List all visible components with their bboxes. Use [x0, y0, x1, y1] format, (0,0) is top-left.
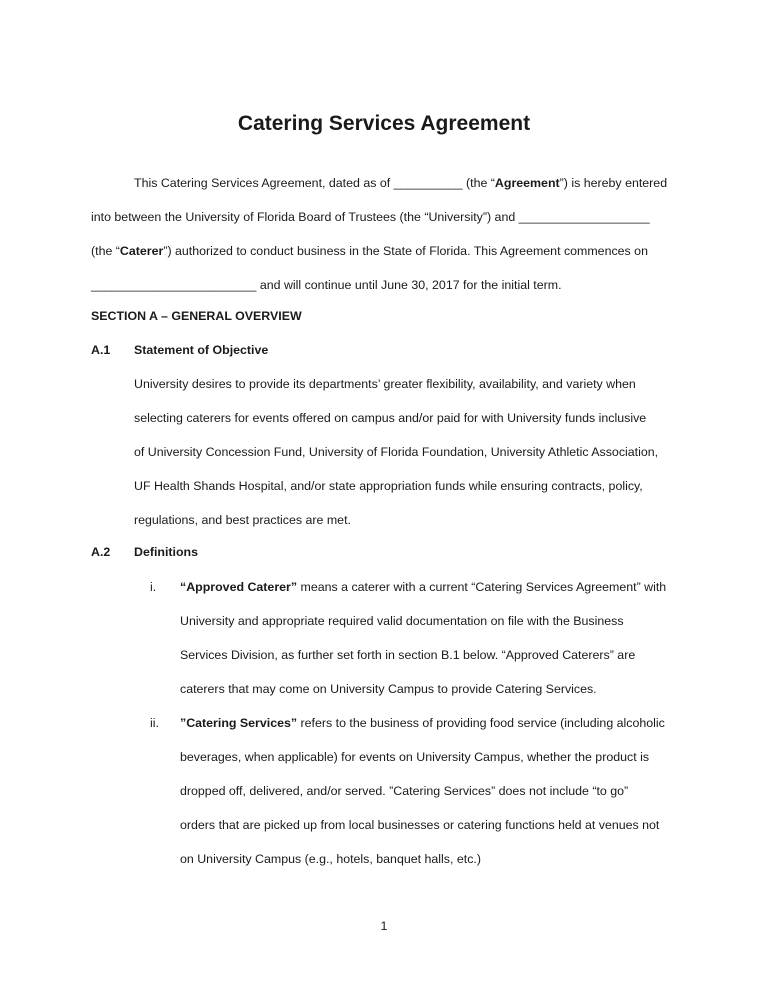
intro-line-3 — [91, 244, 648, 258]
a2-title: Definitions — [134, 545, 199, 559]
a1-line: regulations, and best practices are met. — [134, 513, 351, 527]
a1-line: of University Concession Fund, University of Florida Foundation, University Athletic Association, — [134, 445, 659, 459]
def1-number: i. — [150, 580, 157, 594]
caterer-term: Caterer — [119, 244, 164, 258]
def1-first-line — [180, 580, 666, 594]
def2-line: orders that are picked up from local businesses or catering functions held at venues not — [180, 818, 660, 832]
def2-line: beverages, when applicable) for events on University Campus, whether the product is — [180, 750, 650, 764]
def2-line: on University Campus (e.g., hotels, banquet halls, etc.) — [180, 852, 481, 866]
def2-first-line — [180, 716, 665, 730]
a1-line: UF Health Shands Hospital, and/or state appropriation funds while ensuring contracts, policy, — [134, 479, 643, 493]
intro-text: This Catering Services Agreement, dated as of __________ (the “ — [134, 176, 495, 190]
page-number: 1 — [380, 919, 388, 933]
intro-line-4: ________________________ and will continue until June 30, 2017 for the initial term. — [91, 278, 562, 292]
document-title: Catering Services Agreement — [237, 112, 531, 135]
def1-line: caterers that may come on University Campus to provide Catering Services. — [180, 682, 597, 696]
intro-text: ”) is hereby entered — [559, 176, 668, 190]
intro-text: ”) authorized to conduct business in the State of Florida. This Agreement commences on — [163, 244, 648, 258]
a2-number: A.2 — [91, 545, 111, 559]
def1-text: means a caterer with a current “Catering Services Agreement” with — [297, 580, 667, 594]
def2-term: ”Catering Services” — [180, 716, 298, 730]
def1-line: University and appropriate required valid documentation on file with the Business — [180, 614, 624, 628]
a1-number: A.1 — [91, 343, 111, 357]
a1-line: University desires to provide its departments’ greater flexibility, availability, and variety when — [134, 377, 636, 391]
intro-line-2: into between the University of Florida Board of Trustees (the “University”) and ___________________ — [91, 210, 650, 224]
def2-line: dropped off, delivered, and/or served. ”Catering Services” does not include “to go” — [180, 784, 629, 798]
intro-text: (the “ — [91, 244, 120, 258]
section-a-heading: SECTION A – GENERAL OVERVIEW — [91, 309, 302, 323]
agreement-term: Agreement — [494, 176, 560, 190]
a1-title: Statement of Objective — [134, 343, 269, 357]
def2-text: refers to the business of providing food service (including alcoholic — [297, 716, 665, 730]
def1-line: Services Division, as further set forth in section B.1 below. “Approved Caterers” are — [180, 648, 636, 662]
def1-term: “Approved Caterer” — [180, 580, 298, 594]
def2-number: ii. — [150, 716, 159, 730]
intro-line-1 — [134, 176, 667, 190]
a1-line: selecting caterers for events offered on campus and/or paid for with University funds inclusive — [134, 411, 647, 425]
